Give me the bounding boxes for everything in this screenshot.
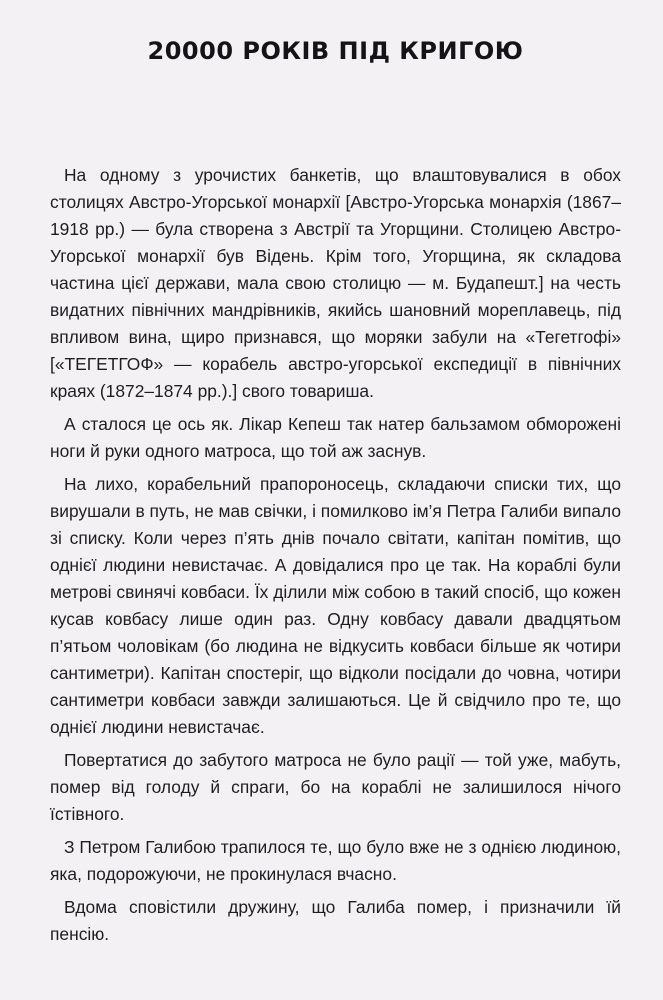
paragraph-6: Вдома сповістили дружину, що Галиба помер, і призначили їй пенсію. [50, 897, 621, 944]
story-text [50, 162, 621, 954]
paragraph-1: На одному з урочистих банкетів, що влаштовувалися в обох столицях Австро-Угорської монархії [Австро-Угорська монархія (1867–1918 рр.) — була створена з Австрії та Угорщини. Столицею Австро-Угорської монархії був Відень. Крім того, Угорщина, як складова частина цієї держави, мала свою столицю — м. Будапешт.] на честь видатних північних мандрівників, якийсь шановний мореплавець, під впливом вина, щиро признався, що моряки забули на «Тегетгофі» [«ТЕГЕТГОФ» — корабель австро-угорської експедиції в північних краях (1872–1874 рр.).] свого товариша. [50, 165, 621, 401]
paragraph-4: Повертатися до забутого матроса не було рації — той уже, мабуть, помер від голоду й спраги, бо на кораблі не залишилося нічого їстівного. [50, 750, 621, 824]
paragraph-5: З Петром Галибою трапилося те, що було вже не з однією людиною, яка, подорожуючи, не прокинулася вчасно. [50, 837, 621, 884]
paragraph-2: А сталося це ось як. Лікар Кепеш так натер бальзамом обморожені ноги й руки одного матроса, що той аж заснув. [50, 414, 621, 461]
paragraph-3: На лихо, корабельний прапороносець, складаючи списки тих, що вирушали в путь, не мав свічки, і помилково ім’я Петра Галиби випало зі списку. Коли через п’ять днів почало світати, капітан помітив, що однієї людини невистачає. А довідалися про це так. На кораблі були метрові свинячі ковбаси. Їх ділили між собою в такий спосіб, що кожен кусав ковбасу лише один раз. Одну ковбасу давали двадцятьом п’ятьом чоловікам (бо людина не відкусить ковбаси більше як чотири сантиметри). Капітан спостеріг, що відколи посідали до човна, чотири сантиметри ковбаси завжди залишаються. Це й свідчило про те, що однієї людини невистачає. [50, 474, 621, 737]
page-title: 20000 РОКІВ ПІД КРИГОЮ [147, 37, 524, 65]
